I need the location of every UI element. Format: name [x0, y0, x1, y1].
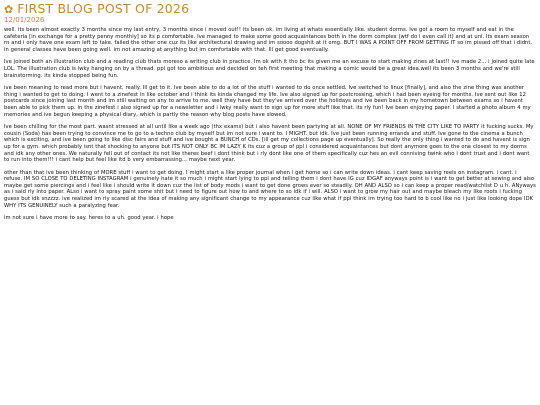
post-body — [4, 27, 536, 222]
post-title: FIRST BLOG POST OF 2026 — [17, 1, 190, 16]
post-paragraph: other than that ive been thinking of MORE stuff i want to get doing. I might start a like proper journal when i get home so i can write down ideas. i cant keep saving reels on instagram. i cant. i refuse. IM SO CLOSE TO DELETING INSTAGRAM i genuinely hate it so much i might start lying to ppl and telling them i dont have IG cuz IDGAF anyways point is i want to get better at sewing and also maybe get some piercings and i feel like i should write it down cuz the list of body mods i want to get done grows ever so steadily. OH AND ALSO so i can keep a proper read/watchlist D u h. ANyways as i said rly into paper. ALso i want to spray paint some shit but i need to figure out how to and where to so idk if i will. ALSO i want to grow my hair out and maybe bleach my like roots i fucking guess but idk snzzzz. ive realized im rly scared at the idea of making any significant change to my appearance cuz like what if ppl think im trying too hard to b cool like no i just like looking dope IDK WHY ITS GENUINELY such a paralyzing fear. — [4, 169, 536, 209]
post-header — [4, 0, 536, 16]
post-paragraph: well. its been almost exactly 3 months since my last entry, 3 months since i moved out!! its been ok. im living at whats essentially like. student dorms. Ive got a room to myself and eat in the cafeteria [in exchange for a pretty penny monthly] so its p comfortable. Ive managed to make some good acquaintances both in the dorm complex (wtf do i even call it) and at uni. Its exam season rn and i only have one exam left to take. failed the other one cuz its like architectural drawing and im soooo dogshit at it omg. BUT I WAS A POINT OFF FROM GETTING IT so im pissed off that i didnt. in general classes have been going well. im not amazing at anything but im comfortable with that. Ill get good eventually. — [4, 27, 533, 53]
flower-icon: ✿ — [4, 3, 14, 16]
post-date: 12/01/2026 — [4, 16, 45, 24]
post-paragraph: Ive been chilling for the most part. wasnt stressed at all until like a week ago (thx exams) but i also havent been partying at all. NONE OF MY FRIENDS IN THE CITY LIKE TO PARTY it fucking sucks. My cousin (Soda) has been trying to convince me to go to a techno club by myself but im not sure i want to. I MIGHT. but idk. Ive just been running errands and stuff. Ive gone to the cinema a bunch which is exciting, and ive been going to like disc fairs and stuff and ive bought a BUNCH of CDs. [ill get my collections page up eventually]. So really the only thing i wanted to do and havent is sign up for a gym. which probably isnt that shocking to anyone but ITS NOT ONLY BC IM LAZY K its cuz a group of ppl i considered acquaintances but dont anymore goes to the one closest to my dorms and idk any other ones. We naturally fell out of contact its not like theres beef i dont think but i rly dont like one of them specifically cuz hes an evil conniving twink who i dont trust and i dont want to run into them!!! i cant help but feel like itd b very embarrassing... maybe next year. — [4, 124, 534, 164]
post-paragraph: Ive joined both an illustration club and a reading club thats moreso a writing club in practice. Im ok with it tho bc its given me an excuse to start making zines at last!! ive made 2... i joined quite late LOL. The illustration club is lwky hanging on by a thread. ppl got too ambitious and decided on teh first meeting that making a comic would be a great idea.well its been 3 months and we're still brainstorming. its kinda stopped being fun. — [4, 59, 535, 79]
post-paragraph: im not sure i have more to say. heres to a uh. good year. i hope — [4, 215, 174, 222]
post-paragraph: ive been meaning to read more but i havent, really. Ill get to it. Ive been able to do a lot of the stuff i wanted to do once settled. Ive switched to linux [finally], and also the zine thing was another thing i wanted to get to doing. I went to a zinefest in like october and i think its kinda changed my life. Ive also signed up for postcrossing, which i had been eyeing for months. Ive sent out like 12 postcards since joining last month and im still waiting on any to arrive to me. well they have but they've arrived over the holidays and ive been back in my hometown between exams so i havent been able to pick them up. in the zinefest i also signed up for a newsletter and i lwky really want to sign up for more stuff like that. its rly fun! Ive been enjoying paper. I started a photo album 4 my memories and ive begun keeping a physical diary, which is partly the reason why blog posts have slowed. — [4, 85, 531, 118]
